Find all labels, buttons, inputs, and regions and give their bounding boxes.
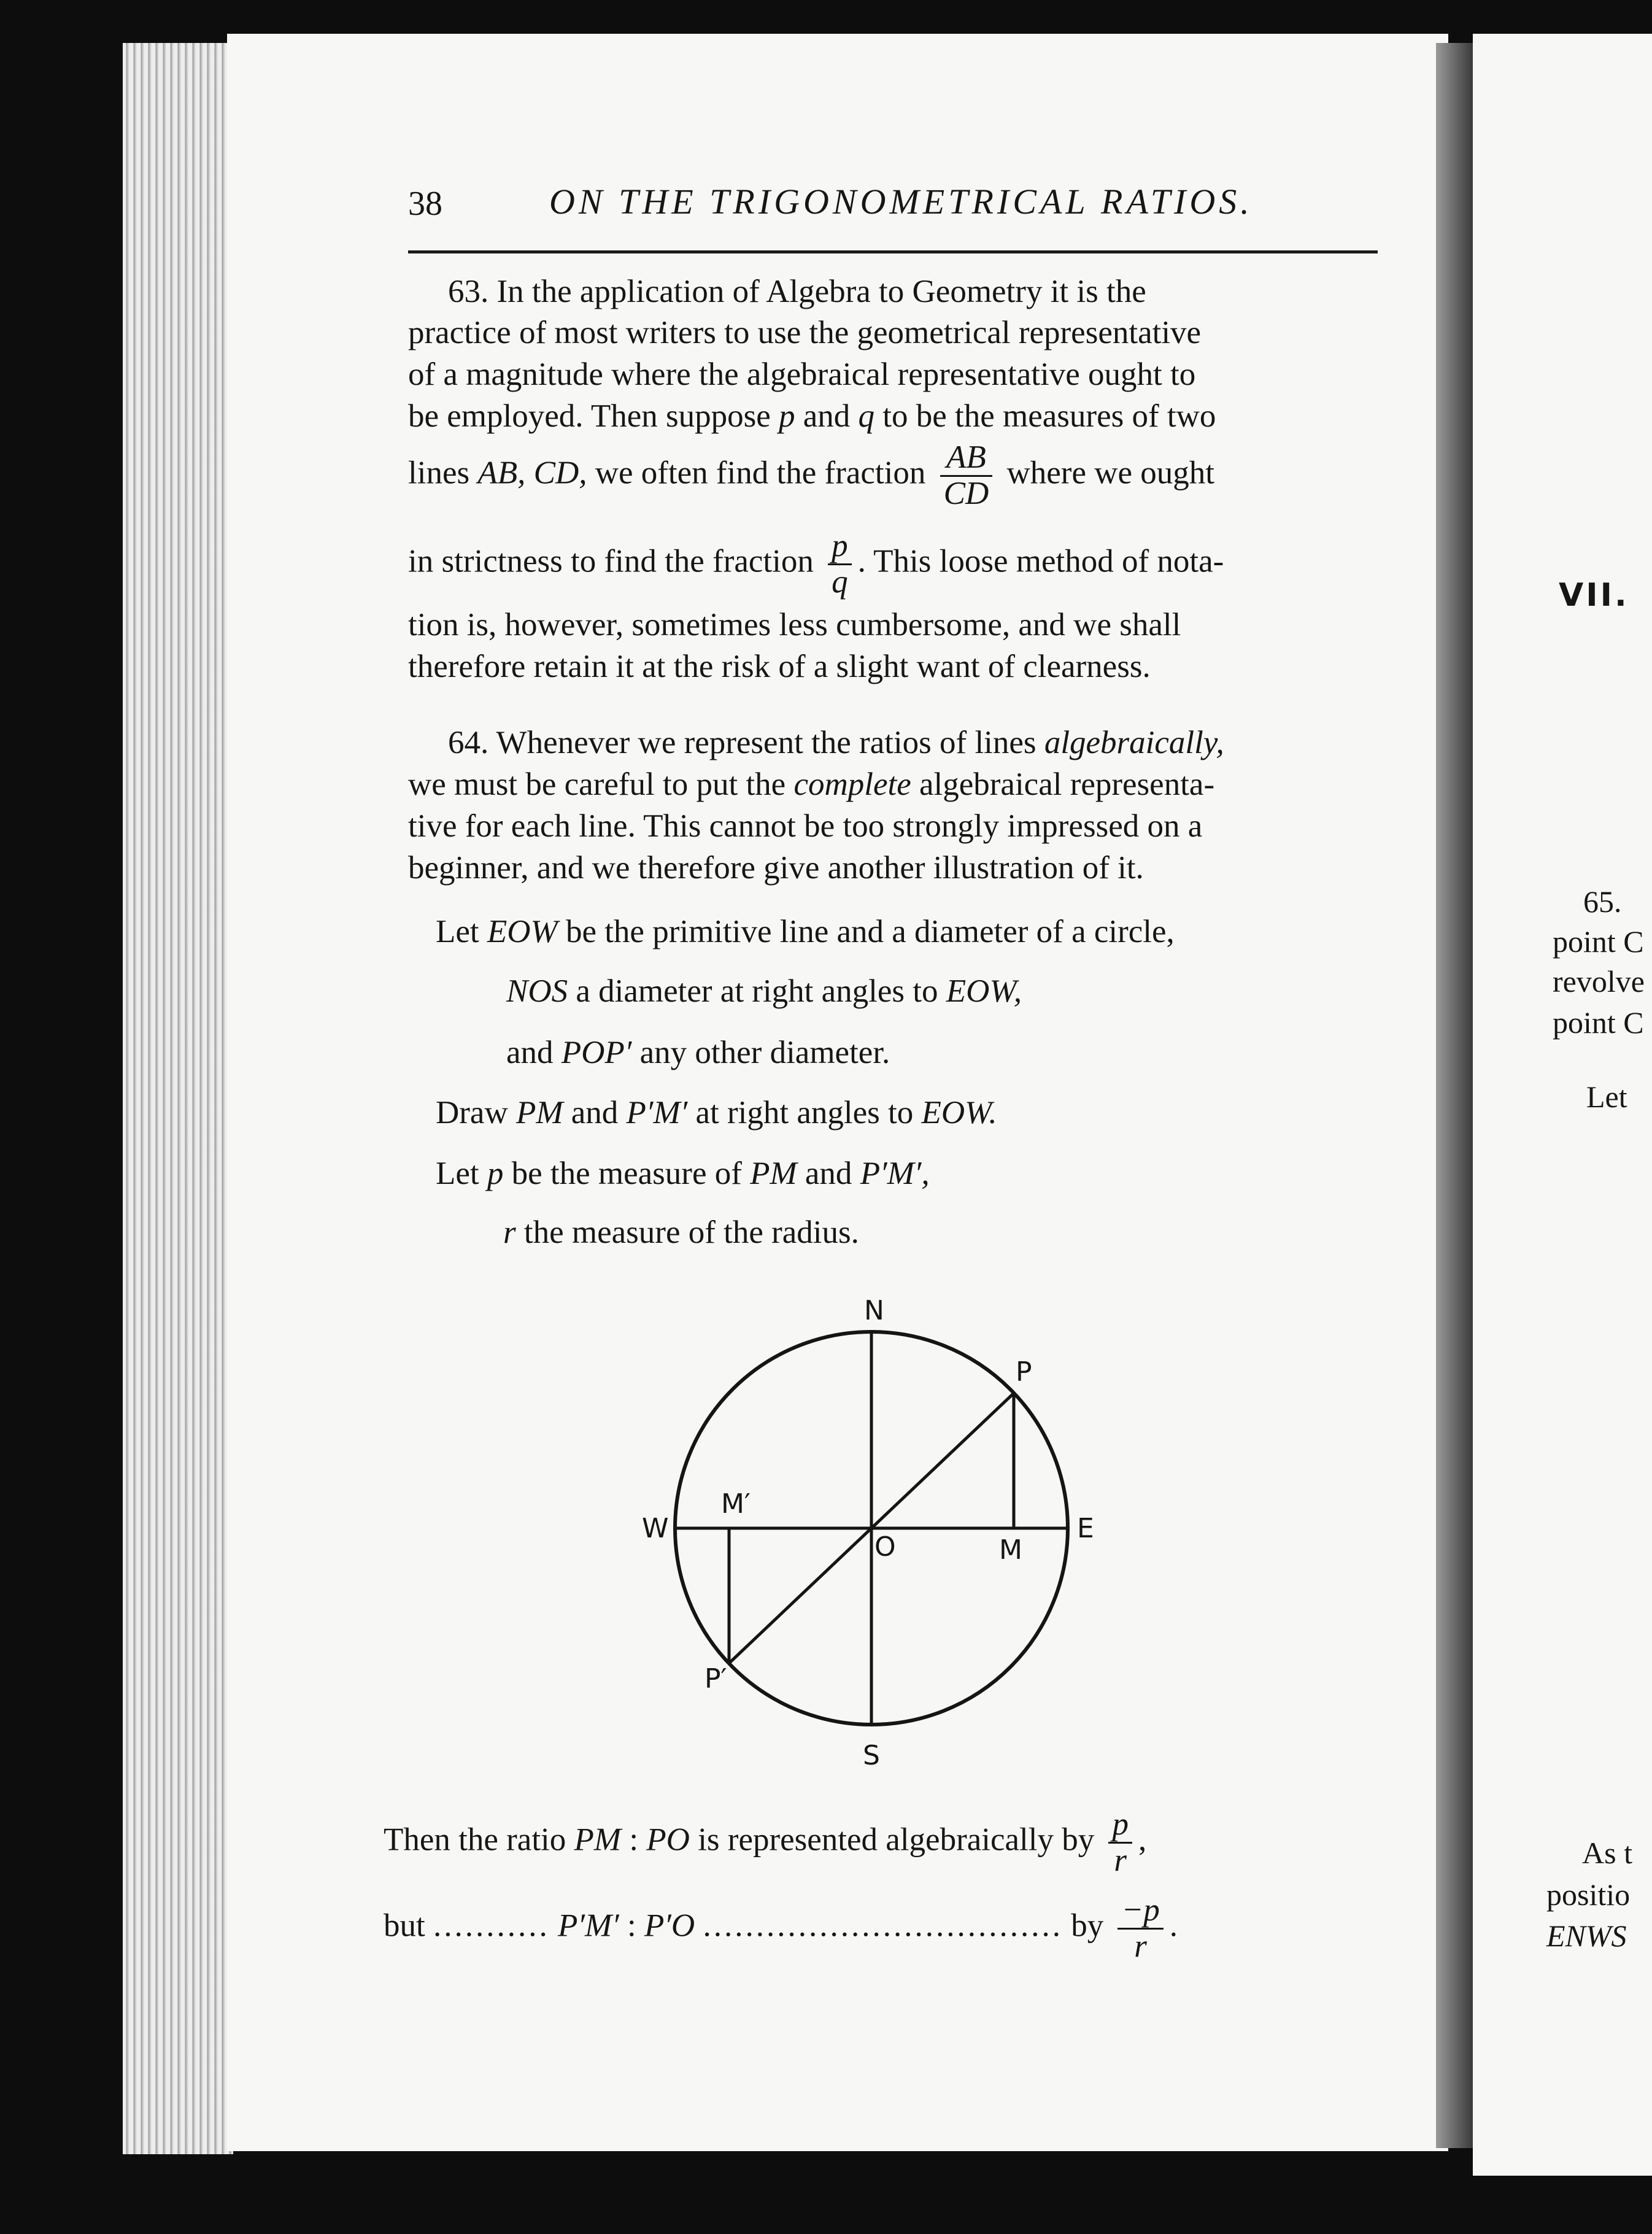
- para63-line1: 63. In the application of Algebra to Geometry it is the: [448, 274, 1146, 309]
- para63-line5: lines AB, CD, we often find the fraction $\frac{AB}{CD}$ where we ought: [408, 439, 1214, 511]
- label-e: E: [1077, 1513, 1094, 1544]
- construction-line3: and POP′ any other diameter.: [506, 1035, 890, 1070]
- label-n: N: [864, 1295, 884, 1326]
- para63-line7: tion is, however, sometimes less cumbersome, and we shall: [408, 607, 1181, 643]
- fraction-p-q: $\frac{p}{q}$: [828, 529, 852, 599]
- label-o: O: [874, 1531, 896, 1563]
- conclusion-line2: but ........... P′M′ : P′O .................................. by $\frac{-p}{r}$ .: [384, 1892, 1178, 1964]
- label-m-prime: M′: [721, 1488, 751, 1520]
- gutter-shadow: [1436, 43, 1473, 2148]
- running-title: ON THE TRIGONOMETRICAL RATIOS.: [549, 182, 1253, 222]
- fraction-p-r: $\frac{p}{r}$: [1108, 1807, 1132, 1877]
- adjacent-line4: Let: [1586, 1080, 1627, 1114]
- adjacent-line2: revolve: [1553, 964, 1645, 999]
- para63-line4: be employed. Then suppose p and q to be the measures of two: [408, 398, 1216, 434]
- label-w: W: [642, 1513, 669, 1544]
- adjacent-line5: As t: [1582, 1836, 1632, 1870]
- fraction-ab-cd: $\frac{AB}{CD}$: [940, 441, 993, 511]
- para64-line1: 64. Whenever we represent the ratios of lines algebraically,: [448, 725, 1224, 760]
- label-p-prime: P′: [704, 1663, 727, 1695]
- para63-line3: of a magnitude where the algebraical representative ought to: [408, 357, 1196, 392]
- construction-line5: Let p be the measure of PM and P′M′,: [436, 1156, 930, 1191]
- fraction-neg-p-r: $\frac{-p}{r}$: [1117, 1893, 1163, 1963]
- circle-diagram: [614, 1277, 1117, 1780]
- adjacent-line1: point C: [1553, 924, 1644, 959]
- construction-line6: r the measure of the radius.: [503, 1215, 859, 1250]
- label-p: P: [1016, 1356, 1032, 1388]
- conclusion-line1: Then the ratio PM : PO is represented algebraically by $\frac{p}{r}$ ,: [384, 1806, 1147, 1878]
- label-s: S: [863, 1740, 880, 1771]
- adjacent-line3: point C: [1553, 1005, 1644, 1040]
- para64-line2: we must be careful to put the complete algebraical representa-: [408, 767, 1215, 802]
- adjacent-line6: positio: [1546, 1877, 1631, 1912]
- para64-line3: tive for each line. This cannot be too strongly impressed on a: [408, 808, 1203, 844]
- construction-line2: NOS a diameter at right angles to EOW,: [506, 973, 1022, 1009]
- para63-line6: in strictness to find the fraction $\frac{p}{q}$ . This loose method of nota-: [408, 528, 1224, 600]
- para63-line2: practice of most writers to use the geometrical representative: [408, 315, 1202, 350]
- adjacent-para-num: 65.: [1583, 884, 1622, 919]
- para64-line4: beginner, and we therefore give another illustration of it.: [408, 850, 1144, 886]
- adjacent-chapter: VII.: [1559, 577, 1629, 614]
- construction-line4: Draw PM and P′M′ at right angles to EOW.: [436, 1095, 997, 1131]
- header-rule: [408, 250, 1378, 253]
- label-m: M: [999, 1534, 1022, 1566]
- construction-line1: Let EOW be the primitive line and a diameter of a circle,: [436, 914, 1175, 949]
- book-page-edges: [123, 43, 233, 2154]
- page-number: 38: [408, 185, 442, 223]
- adjacent-line7: ENWS: [1546, 1919, 1627, 1953]
- para63-line8: therefore retain it at the risk of a slight want of clearness.: [408, 649, 1151, 684]
